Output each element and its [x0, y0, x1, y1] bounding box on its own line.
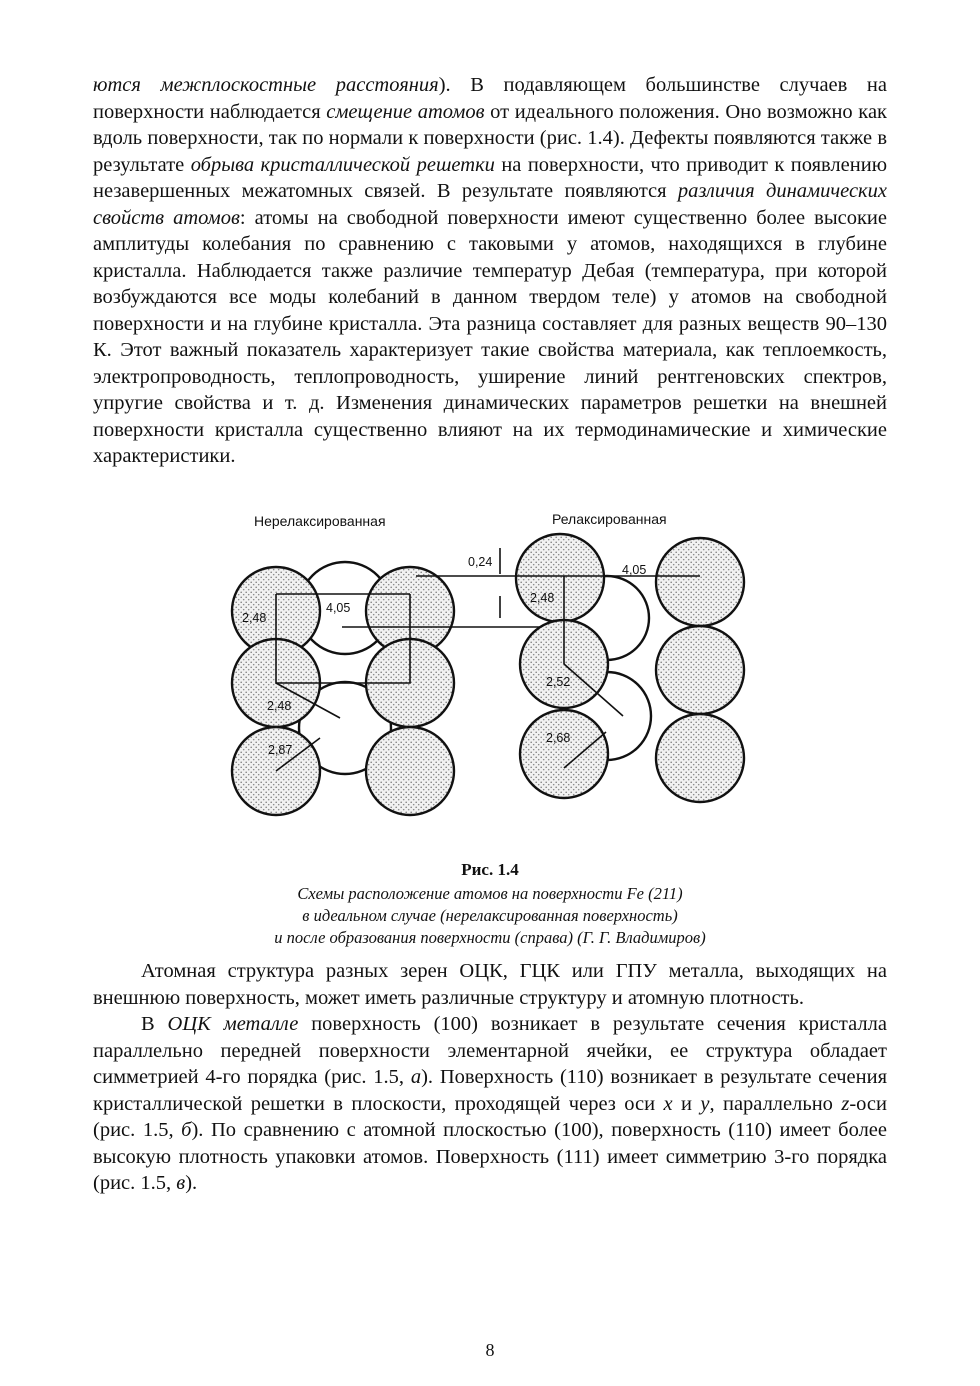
- caption-line: и после образования поверхности (справа) (Г. Г. Владимиров): [274, 928, 706, 947]
- caption-title: Рис. 1.4: [461, 860, 519, 879]
- label-right-268: 2,68: [546, 731, 571, 745]
- label-left-248-mid: 2,48: [267, 699, 292, 713]
- atom-shaded: [516, 534, 604, 622]
- paragraph-bcc-surfaces: В ОЦК металле поверхность (100) возникает в результате сечения кристалла параллельно передней поверхности элементарной ячейки, ее структура обладает симметрией 4-го порядка (рис. 1.5, а). Поверхность (110) возникает в результате сечения кристаллической решетки в плоскости, проходящей через оси x и y, параллельно z-оси (рис. 1.5, б). По сравнению с атомной плоскостью (100), поверхность (110) имеет более высокую плотность упаковки атомов. Поверхность (111) имеет симметрию 3-го порядка (рис. 1.5, в).: [93, 1013, 887, 1194]
- page-number: 8: [485, 1340, 495, 1360]
- label-right-024: 0,24: [468, 555, 493, 569]
- figure-fe211-surface: [220, 506, 760, 826]
- label-right-252: 2,52: [546, 675, 571, 689]
- right-title: Релаксированная: [552, 511, 667, 527]
- caption-line: Схемы расположение атомов на поверхности Fe (211): [297, 884, 683, 903]
- label-left-287: 2,87: [268, 743, 293, 757]
- left-title: Нерелаксированная: [254, 513, 386, 529]
- atom-shaded: [656, 626, 744, 714]
- atom-shaded: [656, 538, 744, 626]
- paragraph-atomic-structure: Атомная структура разных зерен ОЦК, ГЦК или ГПУ металла, выходящих на внешнюю поверхность, может иметь различные структуру и атомную плотность.: [93, 960, 887, 1009]
- atom-shaded: [520, 710, 608, 798]
- label-left-248-top: 2,48: [242, 611, 267, 625]
- label-right-405: 4,05: [622, 563, 647, 577]
- figure-caption: [93, 857, 887, 949]
- caption-line: в идеальном случае (нерелаксированная поверхность): [302, 906, 678, 925]
- label-left-405: 4,05: [326, 601, 351, 615]
- text-block-top: [93, 72, 887, 470]
- paragraph-surface-defects: ются межплоскостные расстояния). В подавляющем большинстве случаев на поверхности наблюдается смещение атомов от идеального положения. Оно возможно как вдоль поверхности, так по нормали к поверхности (рис. 1.4). Дефекты появляются также в результате обрыва кристаллической решетки на поверхности, что приводит к появлению незавершенных межатомных связей. В результате появляются различия динамических свойств атомов: атомы на свободной поверхности имеют существенно более высокие амплитуды колебания по сравнению с таковыми у атомов, находящихся в глубине кристалла. Наблюдается также различие температур Дебая (температура, при которой возбуждаются все моды колебаний в данном твердом теле) у атомов на свободной поверхности и на глубине кристалла. Эта разница составляет для разных веществ 90–130 К. Этот важный показатель характеризует такие свойства материала, как теплоемкость, электропроводность, теплопроводность, уширение линий рентгеновских спектров, упругие свойства и т. д. Изменения динамических параметров решетки на внешней поверхности кристалла существенно влияют на их термодинамические и химические характеристики.: [93, 74, 888, 467]
- label-right-248: 2,48: [530, 591, 555, 605]
- unrelaxed-lattice: [232, 562, 454, 815]
- atom-shaded: [366, 727, 454, 815]
- atom-shaded: [656, 714, 744, 802]
- text-block-bottom: [93, 958, 887, 1197]
